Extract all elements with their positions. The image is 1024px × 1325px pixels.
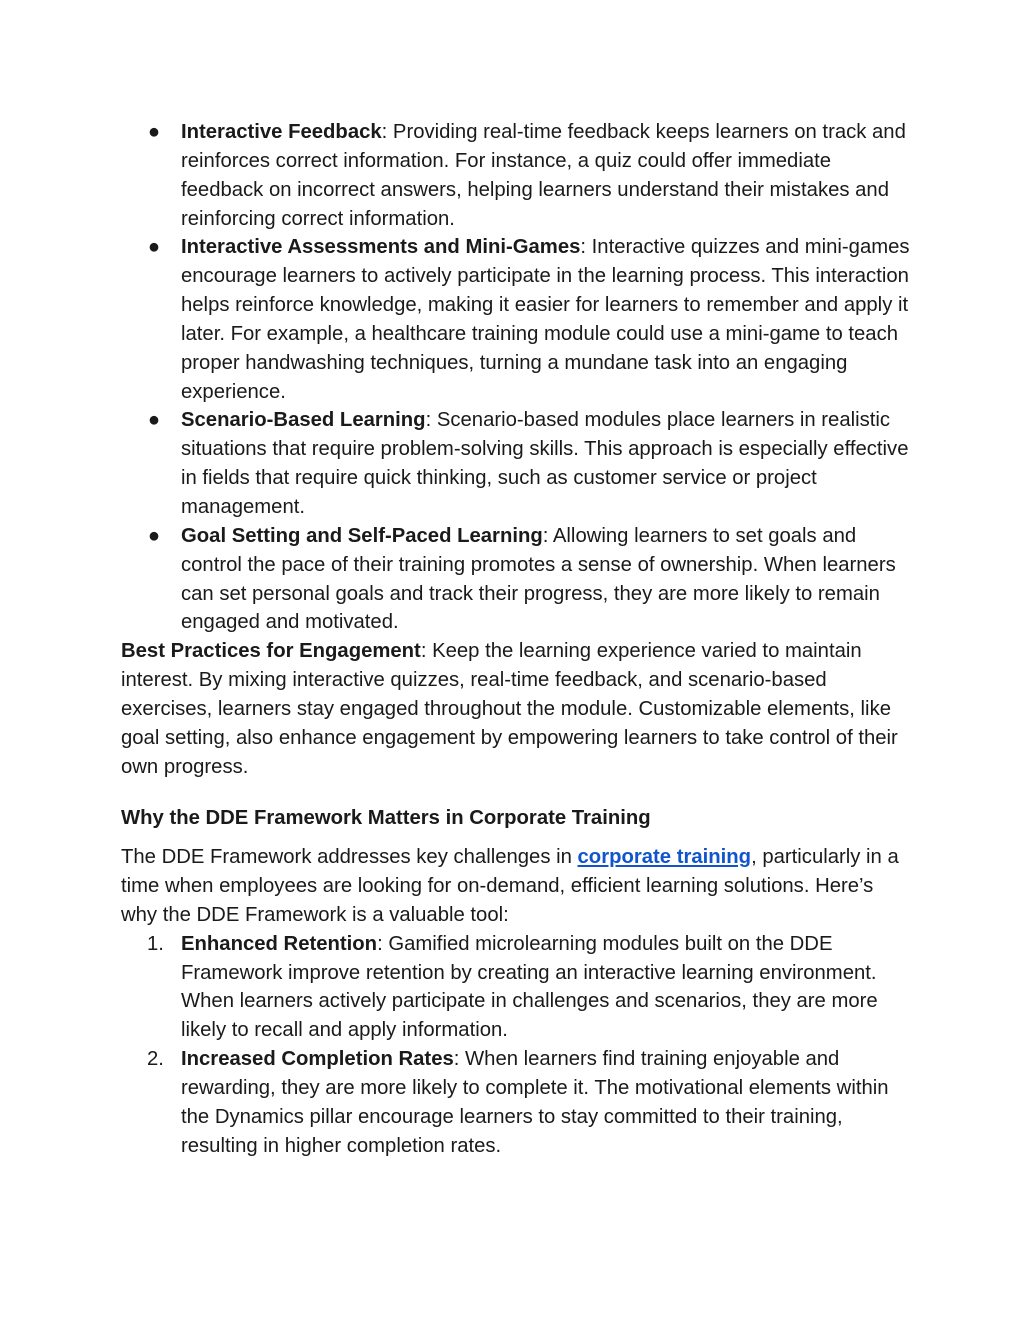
bullet-marker: ● — [147, 524, 161, 547]
numbered-item-completion-rates — [121, 1045, 911, 1160]
document-page — [121, 118, 911, 1161]
bullet-term: Goal Setting and Self-Paced Learning — [181, 524, 543, 547]
bullet-marker: ● — [147, 409, 161, 432]
bullet-text: : Interactive quizzes and mini-games encourage learners to actively participate in the learning process. This interaction helps reinforce knowledge, making it easier for learners to remember and apply it later. For example, a healthcare training module could use a mini-game to teach proper handwashing techniques, turning a mundane task into an engaging experience. — [181, 236, 910, 403]
section-heading: Why the DDE Framework Matters in Corporate Training — [121, 807, 651, 830]
numbered-term: Increased Completion Rates — [181, 1048, 454, 1071]
intro-text-after-link: , particularly in a time when employees are looking for on-demand, efficient learning solutions. Here’s why the DDE Framework is a valuable tool: — [121, 846, 899, 926]
bullet-item-goal-setting — [121, 522, 911, 637]
best-practices-paragraph — [121, 637, 911, 781]
best-practices-term: Best Practices for Engagement — [121, 640, 421, 663]
bullet-term: Scenario-Based Learning — [181, 409, 426, 432]
bullet-item-assessments-mini-games — [121, 233, 911, 406]
bullet-text: : Allowing learners to set goals and control the pace of their training promotes a sense of ownership. When learners can set personal goals and track their progress, they are more likely to remain engaged and motivated. — [181, 524, 896, 634]
corporate-training-link[interactable]: corporate training — [577, 846, 752, 869]
bullet-term: Interactive Feedback — [181, 121, 382, 143]
numbered-item-enhanced-retention — [121, 930, 911, 1045]
numbered-text: : Gamified microlearning modules built on the DDE Framework improve retention by creating an interactive learning environment. When learners actively participate in challenges and scenarios, they are more likely to recall and apply information. — [181, 932, 878, 1042]
bullet-text: : Providing real-time feedback keeps learners on track and reinforces correct information. For instance, a quiz could offer immediate feedback on incorrect answers, helping learners understand their mistakes and reinforcing correct information. — [181, 121, 906, 230]
intro-text-before-link: The DDE Framework addresses key challenges in — [121, 846, 578, 869]
numbered-text: : When learners find training enjoyable and rewarding, they are more likely to complete it. The motivational elements within the Dynamics pillar encourage learners to stay committed to their training, resulting in higher completion rates. — [181, 1048, 889, 1157]
bullet-item-interactive-feedback — [121, 118, 911, 233]
feature-bullet-list — [121, 118, 911, 637]
intro-paragraph — [121, 843, 911, 930]
number-marker: 2. — [147, 1048, 164, 1071]
numbered-term: Enhanced Retention — [181, 932, 378, 955]
bullet-term: Interactive Assessments and Mini-Games — [181, 236, 581, 259]
best-practices-text: : Keep the learning experience varied to maintain interest. By mixing interactive quizzes, real-time feedback, and scenario-based exercises, learners stay engaged throughout the module. Customizable elements, like goal setting, also enhance engagement by empowering learners to take control of their own progress. — [121, 640, 898, 778]
bullet-marker: ● — [147, 121, 161, 143]
bullet-text: : Scenario-based modules place learners in realistic situations that require problem-solving skills. This approach is especially effective in fields that require quick thinking, such as customer service or project management. — [181, 409, 909, 518]
bullet-item-scenario-based-learning — [121, 406, 911, 521]
benefits-numbered-list — [121, 930, 911, 1161]
bullet-marker: ● — [147, 236, 161, 259]
number-marker: 1. — [147, 932, 164, 955]
